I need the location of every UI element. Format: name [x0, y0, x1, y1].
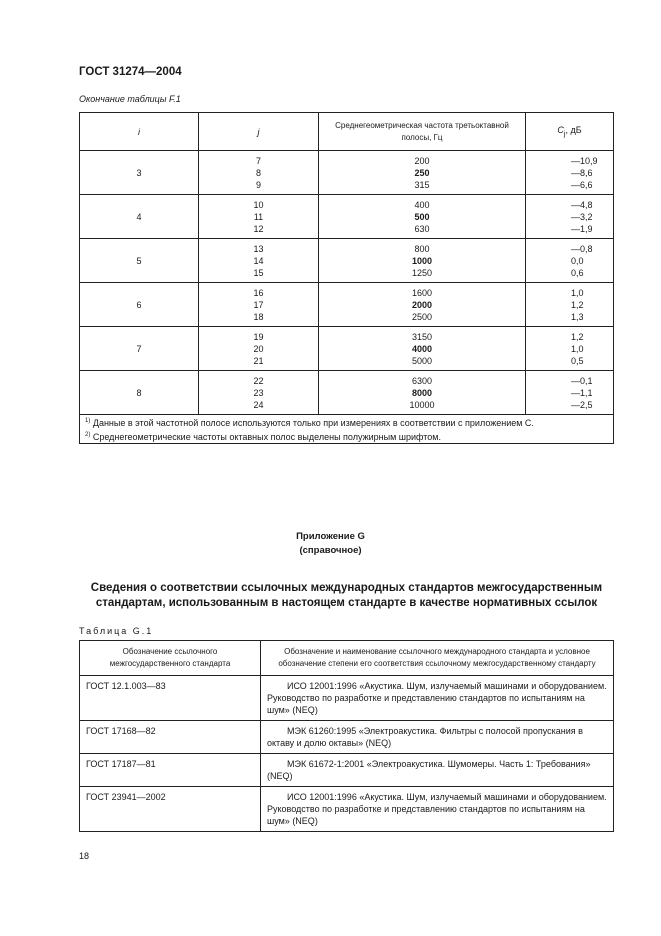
cell-c-value: 0,5 [571, 355, 584, 366]
cell-c-value: 1,0 [571, 287, 584, 298]
cell-i: 8 [80, 371, 199, 415]
cell-j-value: 20 [253, 343, 264, 354]
cell-freq-value: 8000 [411, 387, 433, 398]
col-j-header: j [199, 113, 319, 151]
cell-j-value: 17 [253, 299, 264, 310]
table-row [80, 754, 614, 787]
document-header: ГОСТ 31274—2004 [79, 66, 182, 78]
cell-j-value: 10 [253, 199, 264, 210]
cell-j-value: 11 [253, 211, 264, 222]
cell-reference: МЭК 61672-1:2001 «Электроакустика. Шумомеры. Часть 1: Требования» (NEQ) [261, 754, 614, 787]
cell-j-value: 21 [253, 355, 264, 366]
cell-reference: ИСО 12001:1996 «Акустика. Шум, излучаемый машинами и оборудованием. Руководство по разработке и представлению стандартов по испытаниям на шум» (NEQ) [261, 787, 614, 832]
cell-j-value: 19 [253, 331, 264, 342]
appendix-heading: Сведения о соответствии ссылочных международных стандартов межгосударственным стандартам, использованным в настоящем стандарте в качестве нормативных ссылок [90, 582, 603, 609]
cell-c-value: 1,2 [571, 331, 584, 342]
cell-j [199, 151, 319, 195]
col-i-header: i [80, 113, 199, 151]
cell-c-value: —10,9 [571, 155, 598, 166]
cell-j [199, 239, 319, 283]
table-g1-label: Таблица G.1 [79, 626, 154, 636]
cell-j-value: 15 [253, 267, 264, 278]
cell-freq-value: 2500 [411, 311, 433, 322]
table-row [80, 195, 614, 239]
cell-freq [319, 151, 526, 195]
table-row [80, 721, 614, 754]
cell-c [526, 371, 614, 415]
cell-freq [319, 371, 526, 415]
cell-c [526, 283, 614, 327]
cell-c-value: —2,5 [571, 399, 593, 410]
frequency-table [79, 112, 614, 444]
cell-j-value: 8 [255, 167, 261, 178]
cell-freq-value: 3150 [411, 331, 433, 342]
table-row [80, 239, 614, 283]
cell-freq [319, 239, 526, 283]
cell-j [199, 371, 319, 415]
cell-c [526, 151, 614, 195]
cell-freq-value: 315 [414, 179, 430, 190]
cell-freq-value: 5000 [411, 355, 433, 366]
cell-c-value: 1,2 [571, 299, 584, 310]
page-number: 18 [79, 851, 90, 861]
cell-freq-value: 1250 [411, 267, 433, 278]
table-row [80, 787, 614, 832]
cell-freq-value: 500 [414, 211, 430, 222]
cell-j-value: 12 [253, 223, 264, 234]
cell-c-value: —1,1 [571, 387, 593, 398]
cell-j-value: 22 [253, 375, 264, 386]
cell-j-value: 18 [253, 311, 264, 322]
cell-standard: ГОСТ 17168—82 [80, 721, 261, 754]
cell-j [199, 195, 319, 239]
cell-freq-value: 800 [414, 243, 430, 254]
table-row [80, 327, 614, 371]
cell-c-value: —3,2 [571, 211, 593, 222]
cell-freq-value: 250 [414, 167, 430, 178]
cell-c-value: —6,6 [571, 179, 593, 190]
cell-j-value: 9 [255, 179, 261, 190]
cell-freq-value: 400 [414, 199, 430, 210]
cell-c-value: —1,9 [571, 223, 593, 234]
cell-freq-value: 630 [414, 223, 430, 234]
cell-c-value: —0,8 [571, 243, 593, 254]
cell-j-value: 16 [253, 287, 264, 298]
table-row [80, 283, 614, 327]
cell-j [199, 327, 319, 371]
cell-c-value: 1,0 [571, 343, 584, 354]
cell-i: 5 [80, 239, 199, 283]
cell-freq-value: 6300 [411, 375, 433, 386]
cell-c [526, 239, 614, 283]
cell-c-value: —0,1 [571, 375, 593, 386]
col-reference-header: Обозначение и наименование ссылочного международного стандарта и условное обозначение степени его соответствия ссылочному межгосударственному стандарту [261, 641, 614, 676]
cell-reference: МЭК 61260:1995 «Электроакустика. Фильтры с полосой пропускания в октаву и долю октавы» (NEQ) [261, 721, 614, 754]
table-header-row [80, 641, 614, 676]
col-standard-header: Обозначение ссылочного межгосударственного стандарта [80, 641, 261, 676]
table-continuation-caption: Окончание таблицы F.1 [79, 94, 181, 104]
cell-c [526, 327, 614, 371]
cell-freq-value: 1600 [411, 287, 433, 298]
table-row [80, 676, 614, 721]
cell-j-value: 14 [253, 255, 264, 266]
table-header-row [80, 113, 614, 151]
cell-c-value: 0,6 [571, 267, 584, 278]
cell-freq-value: 10000 [409, 399, 435, 410]
cell-standard: ГОСТ 23941—2002 [80, 787, 261, 832]
table-row [80, 151, 614, 195]
table-row [80, 371, 614, 415]
col-c-header: $C_j$, дБ [526, 113, 614, 151]
cell-freq-value: 1000 [411, 255, 433, 266]
col-freq-header: Среднегеометрическая частота третьоктавной полосы, Гц [319, 113, 526, 151]
cell-i: 7 [80, 327, 199, 371]
cell-freq [319, 283, 526, 327]
cell-c [526, 195, 614, 239]
cell-freq-value: 4000 [411, 343, 433, 354]
cell-j-value: 23 [253, 387, 264, 398]
cell-i: 6 [80, 283, 199, 327]
cell-c-value: —8,6 [571, 167, 593, 178]
cell-standard: ГОСТ 17187—81 [80, 754, 261, 787]
cell-j [199, 283, 319, 327]
cell-c-value: 1,3 [571, 311, 584, 322]
cell-j-value: 24 [253, 399, 264, 410]
appendix-title: Приложение G (справочное) [296, 531, 365, 556]
cell-i: 3 [80, 151, 199, 195]
cell-reference: ИСО 12001:1996 «Акустика. Шум, излучаемый машинами и оборудованием. Руководство по разработке и представлению стандартов по испытаниям на шум» (NEQ) [261, 676, 614, 721]
cell-freq [319, 195, 526, 239]
cell-freq-value: 200 [414, 155, 430, 166]
cell-i: 4 [80, 195, 199, 239]
cell-j-value: 13 [253, 243, 264, 254]
standards-table [79, 640, 614, 832]
cell-j-value: 7 [255, 155, 261, 166]
footnotes-row [80, 415, 614, 444]
cell-freq-value: 2000 [411, 299, 433, 310]
cell-c-value: —4,8 [571, 199, 593, 210]
cell-freq [319, 327, 526, 371]
footnotes: $^{1)}$ Данные в этой частотной полосе используются только при измерениях в соответствии с приложением С. $^{2)}$ Среднегеометрические частоты октавных полос выделены полужирным шрифтом. [80, 415, 614, 444]
cell-standard: ГОСТ 12.1.003—83 [80, 676, 261, 721]
cell-c-value: 0,0 [571, 255, 584, 266]
